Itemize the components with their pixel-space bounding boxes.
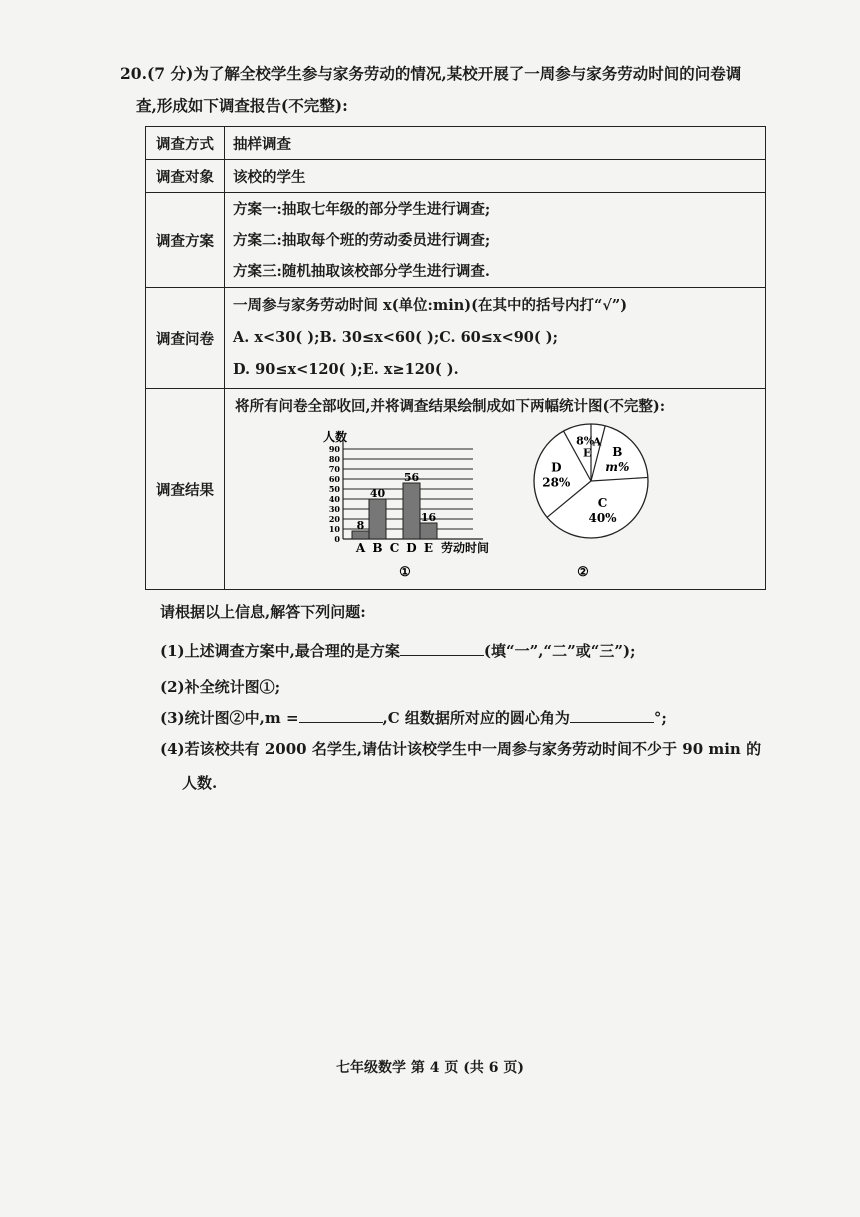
question-stem-line1: 20.(7 分)为了解全校学生参与家务劳动的情况,某校开展了一周参与家务劳动时间的问卷调: [120, 64, 742, 83]
y-axis-label: 人数: [323, 430, 348, 444]
y-tick-label: 90: [328, 444, 340, 454]
pie-percent-label: 28%: [542, 475, 571, 490]
questionnaire-label: 调查问卷: [146, 288, 225, 389]
q3-angle-blank[interactable]: [570, 708, 654, 723]
bar-value-label: 56: [403, 471, 420, 484]
sub-question-4-line1: (4)若该校共有 2000 名学生,请估计该校学生中一周参与家务劳动时间不少于 90 min 的: [160, 740, 762, 758]
result-content: [225, 389, 766, 590]
method-value: 抽样调查: [225, 127, 766, 160]
y-tick-label: 40: [328, 494, 340, 504]
sub-question-1: [160, 640, 636, 661]
answer-intro: 请根据以上信息,解答下列问题:: [160, 603, 366, 621]
bar-e: [420, 523, 437, 539]
chart-caption-1: ①: [399, 565, 411, 580]
question-stem-line2: 查,形成如下调查报告(不完整):: [136, 96, 348, 115]
x-tick-label: E: [423, 541, 434, 555]
pie-percent-label: 40%: [588, 511, 617, 526]
subject-value: 该校的学生: [225, 160, 766, 193]
y-tick-label: 30: [328, 504, 340, 514]
pie-slice-label: D: [551, 460, 562, 475]
bar-value-label: 40: [369, 487, 386, 500]
questionnaire-content: [225, 288, 766, 389]
result-charts: [225, 389, 760, 589]
questionnaire-line: A. x<30( );B. 30≤x<60( );C. 60≤x<90( );: [233, 329, 559, 346]
y-tick-label: 10: [328, 524, 340, 534]
page-footer: 七年级数学 第 4 页 (共 6 页): [336, 1060, 524, 1076]
q3-text-c: °;: [653, 709, 667, 727]
x-tick-label: D: [406, 541, 417, 555]
plan-item: 方案三:随机抽取该校部分学生进行调查.: [233, 262, 490, 280]
q1-text-b: (填“一”,“二”或“三”);: [483, 642, 636, 660]
x-tick-label: B: [372, 541, 383, 555]
bar-value-label: 16: [420, 511, 437, 524]
bar-chart: [323, 429, 489, 580]
y-tick-label: 0: [334, 534, 340, 544]
q3-text-a: (3)统计图②中,m =: [160, 709, 299, 727]
y-tick-label: 70: [328, 464, 340, 474]
plan-list: [225, 193, 766, 288]
sub-question-4-line2: 人数.: [182, 774, 218, 792]
questionnaire-line: D. 90≤x<120( );E. x≥120( ).: [233, 361, 459, 378]
bar-d: [403, 483, 420, 539]
pie-percent-label: m%: [605, 460, 630, 475]
method-label: 调查方式: [146, 127, 225, 160]
y-tick-label: 60: [328, 474, 340, 484]
x-axis-label: 劳动时间: [441, 541, 490, 555]
pie-percent-label: 8%: [576, 434, 595, 448]
sub-question-3: [160, 707, 667, 728]
x-tick-label: C: [389, 541, 400, 555]
questionnaire-line: 一周参与家务劳动时间 x(单位:min)(在其中的括号内打“√”): [233, 297, 628, 314]
x-tick-label: A: [355, 541, 366, 555]
y-tick-label: 50: [328, 484, 340, 494]
bar-b: [369, 499, 386, 539]
q3-text-b: ,C 组数据所对应的圆心角为: [382, 709, 570, 727]
pie-slice-label: E: [583, 446, 592, 460]
plan-label: 调查方案: [146, 193, 225, 288]
q1-text-a: (1)上述调查方案中,最合理的是方案: [160, 642, 400, 660]
y-tick-label: 20: [328, 514, 340, 524]
y-tick-label: 80: [328, 454, 340, 464]
chart-caption-2: ②: [577, 565, 589, 580]
bar-a: [352, 531, 369, 539]
pie-slice-label: C: [597, 496, 608, 511]
result-label: 调查结果: [146, 389, 225, 590]
plan-item: 方案一:抽取七年级的部分学生进行调查;: [233, 200, 491, 218]
result-description: 将所有问卷全部收回,并将调查结果绘制成如下两幅统计图(不完整):: [235, 398, 666, 415]
subject-label: 调查对象: [146, 160, 225, 193]
sub-question-2: (2)补全统计图①;: [160, 678, 281, 696]
pie-slice-label: A: [592, 435, 602, 449]
q1-answer-blank[interactable]: [400, 641, 484, 656]
survey-report-table: [145, 126, 766, 590]
q3-m-blank[interactable]: [299, 708, 383, 723]
pie-chart: [534, 424, 648, 580]
plan-item: 方案二:抽取每个班的劳动委员进行调查;: [233, 231, 491, 249]
pie-slice-label: B: [612, 445, 623, 460]
bar-value-label: 8: [356, 519, 365, 532]
